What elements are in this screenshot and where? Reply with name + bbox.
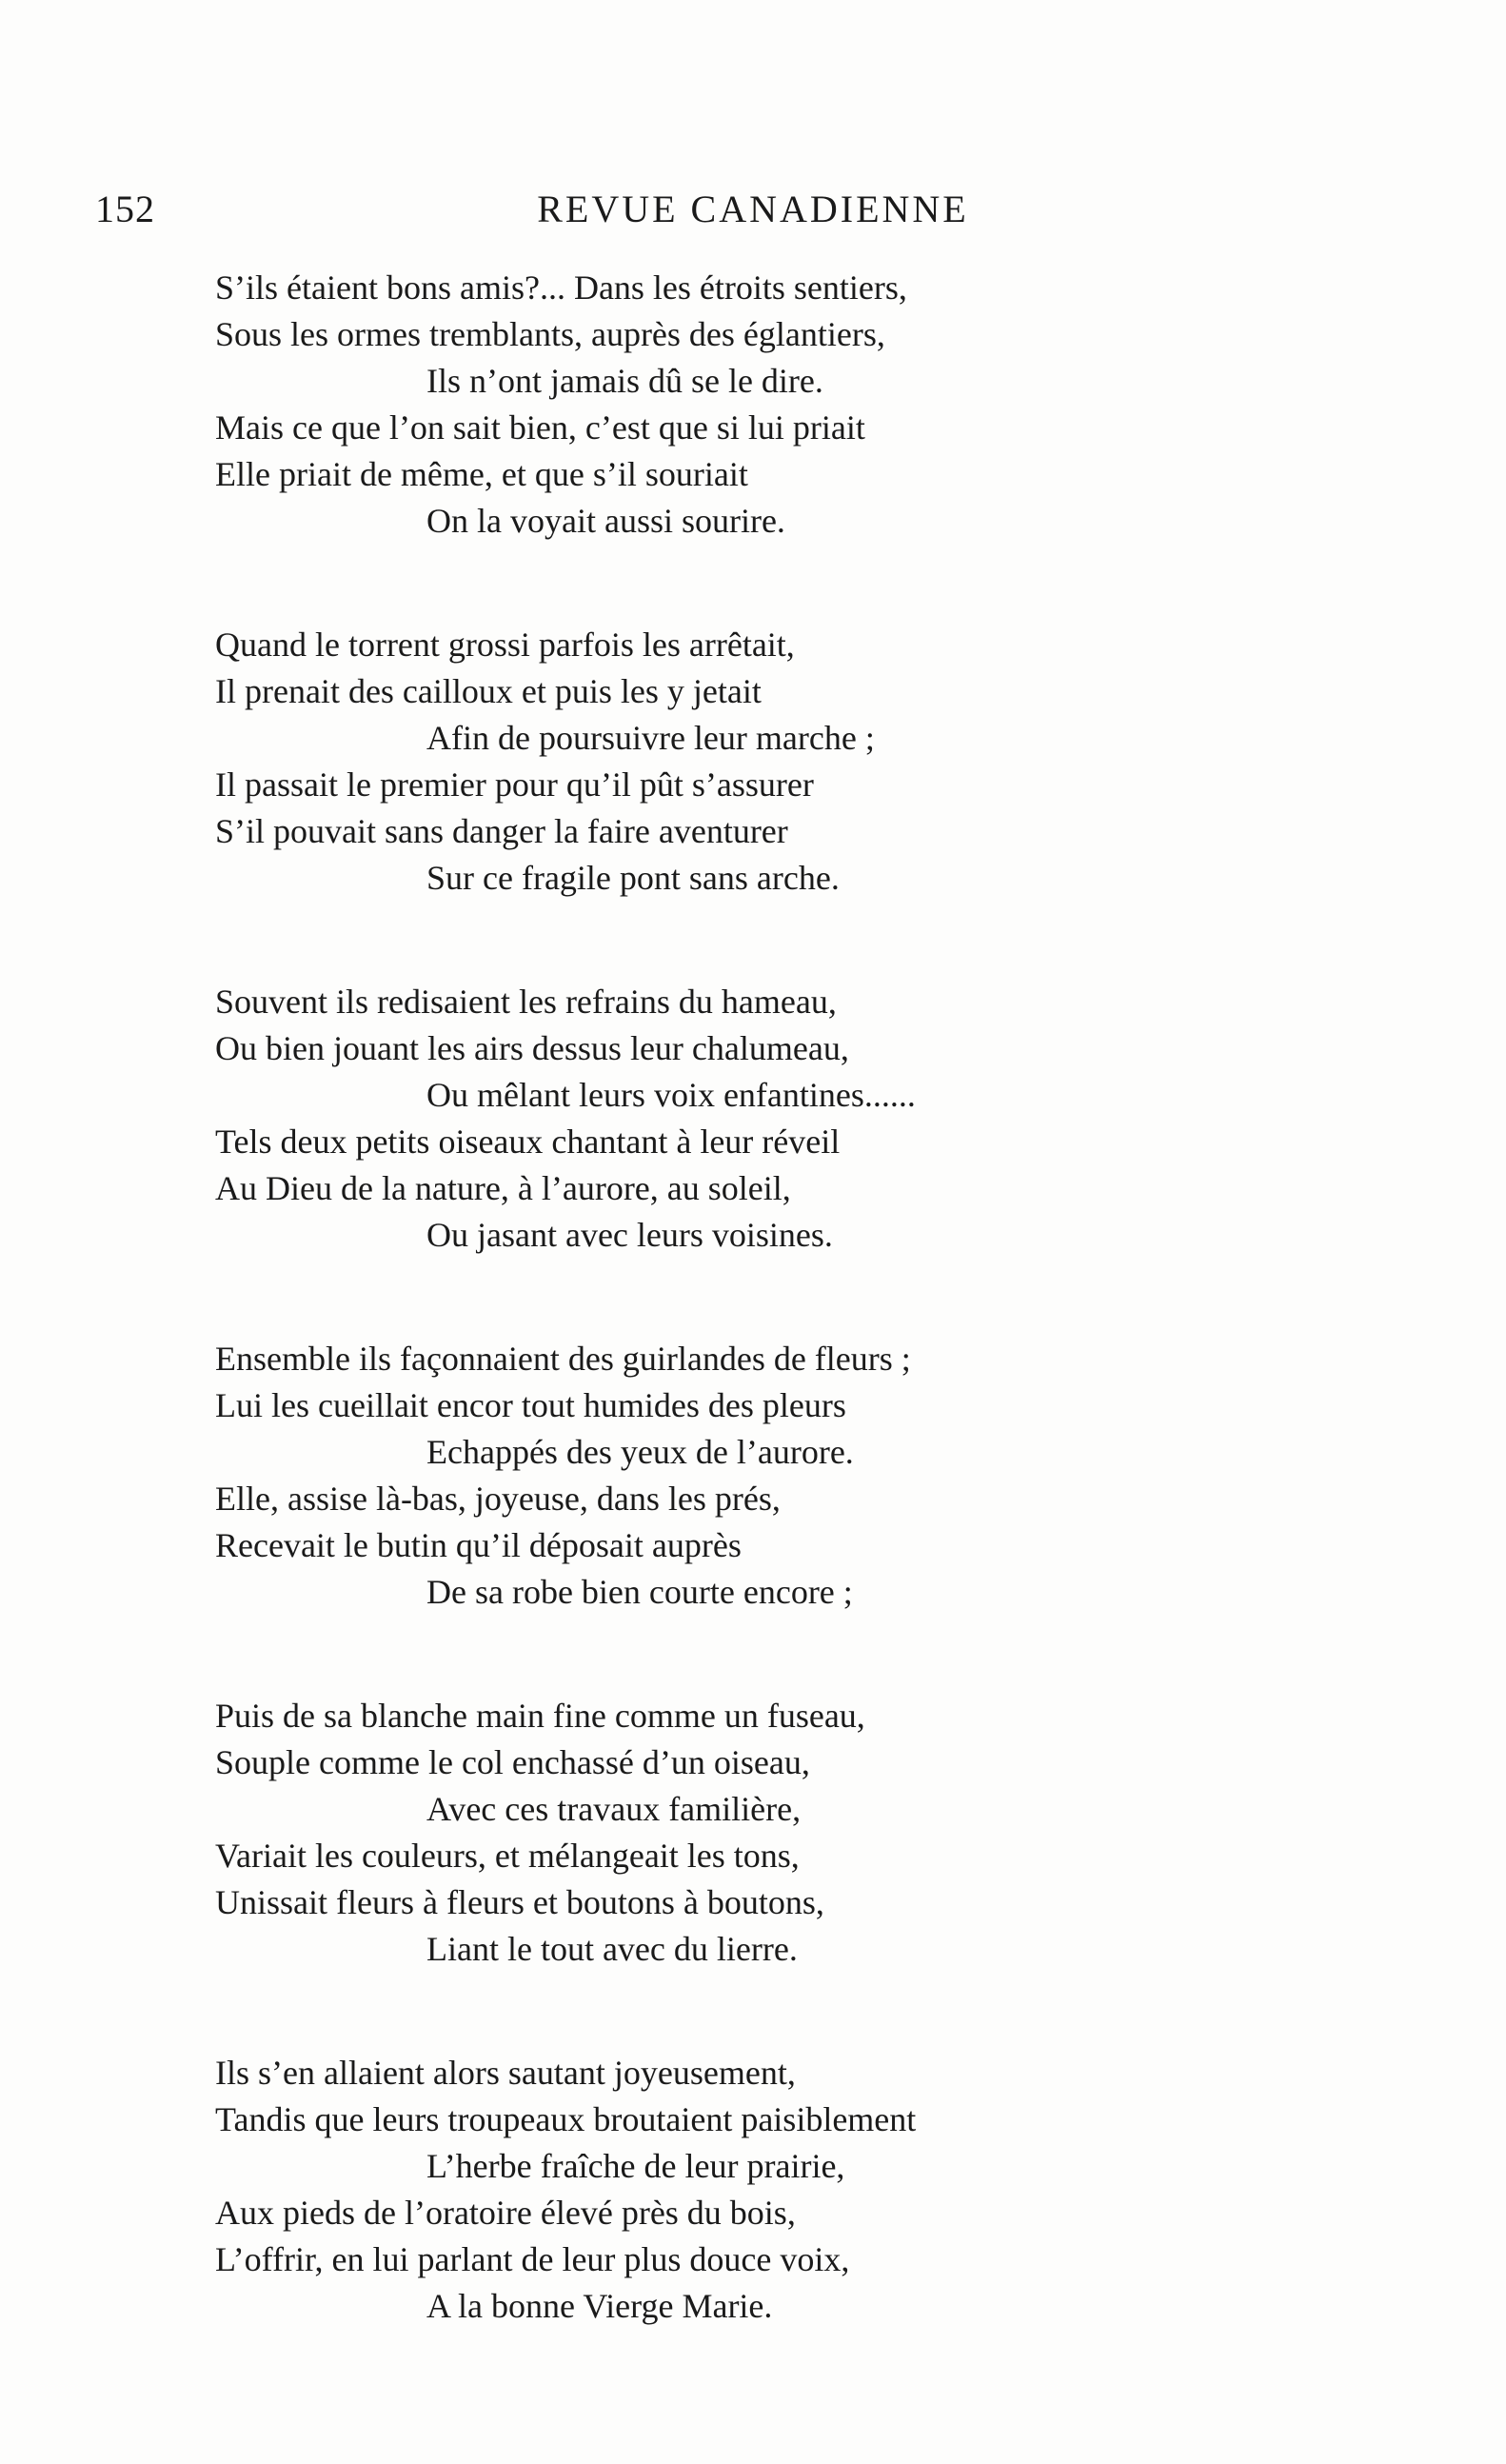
- verse-line: Lui les cueillait encor tout humides des pleurs: [215, 1386, 846, 1424]
- verse-line: Puis de sa blanche main fine comme un fuseau,: [215, 1697, 865, 1735]
- verse-line: Unissait fleurs à fleurs et boutons à boutons,: [215, 1883, 824, 1921]
- verse-line: Il passait le premier pour qu’il pût s’assurer: [215, 765, 814, 804]
- verse-line: Variait les couleurs, et mélangeait les tons,: [215, 1837, 800, 1875]
- verse-line-indented: Sur ce fragile pont sans arche.: [426, 859, 840, 897]
- stanza-1: [215, 265, 1396, 545]
- stanza-5: [215, 1693, 1396, 1973]
- verse-line: Au Dieu de la nature, à l’aurore, au soleil,: [215, 1169, 791, 1207]
- verse-line: Recevait le butin qu’il déposait auprès: [215, 1526, 742, 1564]
- verse-line: Quand le torrent grossi parfois les arrêtait,: [215, 626, 795, 664]
- running-title: REVUE CANADIENNE: [537, 188, 969, 230]
- verse-line: Souvent ils redisaient les refrains du hameau,: [215, 983, 837, 1021]
- verse-line: Ils s’en allaient alors sautant joyeusement,: [215, 2054, 796, 2092]
- verse-line-indented: Ils n’ont jamais dû se le dire.: [426, 362, 823, 400]
- verse-line: S’ils étaient bons amis?... Dans les étroits sentiers,: [215, 268, 907, 307]
- verse-line-indented: A la bonne Vierge Marie.: [426, 2287, 773, 2325]
- stanza-4: [215, 1336, 1396, 1616]
- verse-line: Mais ce que l’on sait bien, c’est que si lui priait: [215, 408, 865, 447]
- stanza-2: [215, 622, 1396, 902]
- verse-line: Tels deux petits oiseaux chantant à leur réveil: [215, 1123, 841, 1161]
- verse-line: Elle, assise là-bas, joyeuse, dans les prés,: [215, 1480, 781, 1518]
- verse-line: Aux pieds de l’oratoire élevé près du bois,: [215, 2194, 796, 2232]
- verse-line: Tandis que leurs troupeaux broutaient paisiblement: [215, 2100, 917, 2138]
- verse-line-indented: Avec ces travaux familière,: [426, 1790, 802, 1828]
- verse-line: Il prenait des cailloux et puis les y jetait: [215, 672, 762, 710]
- verse-line-indented: Liant le tout avec du lierre.: [426, 1930, 798, 1968]
- verse-line-indented: L’herbe fraîche de leur prairie,: [426, 2147, 845, 2185]
- verse-line-indented: De sa robe bien courte encore ;: [426, 1573, 853, 1611]
- verse-line-indented: On la voyait aussi sourire.: [426, 502, 785, 540]
- verse-line-indented: Ou mêlant leurs voix enfantines......: [426, 1076, 916, 1114]
- stanza-3: [215, 979, 1396, 1259]
- stanza-6: [215, 2050, 1396, 2330]
- page-number: 152: [95, 188, 155, 230]
- verse-line-indented: Ou jasant avec leurs voisines.: [426, 1216, 833, 1254]
- verse-line: Souple comme le col enchassé d’un oiseau,: [215, 1743, 810, 1781]
- verse-line: L’offrir, en lui parlant de leur plus douce voix,: [215, 2240, 850, 2278]
- poem: [215, 265, 1396, 2407]
- verse-line-indented: Afin de poursuivre leur marche ;: [426, 719, 875, 757]
- verse-line: S’il pouvait sans danger la faire aventurer: [215, 812, 788, 850]
- verse-line: Ou bien jouant les airs dessus leur chalumeau,: [215, 1029, 849, 1067]
- verse-line: Elle priait de même, et que s’il souriait: [215, 455, 748, 493]
- verse-line: Ensemble ils façonnaient des guirlandes de fleurs ;: [215, 1340, 911, 1378]
- verse-line-indented: Echappés des yeux de l’aurore.: [426, 1433, 854, 1471]
- verse-line: Sous les ormes tremblants, auprès des églantiers,: [215, 315, 885, 353]
